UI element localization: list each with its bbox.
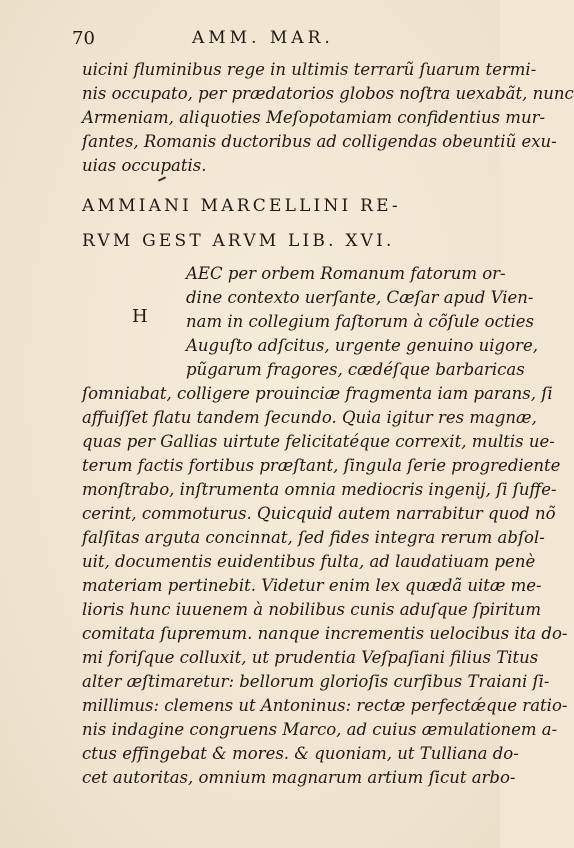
book-title-line-1: AMMIANI MARCELLINI RE- [82,196,401,216]
text-line: nam in collegium faſtorum à cõſule octies [186,312,534,331]
text-line: comitata ſupremum. nanque incrementis uelocibus ita do- [82,624,568,643]
text-line: mi foriſque colluxit, ut prudentia Veſpaſiani filius Titus [82,648,539,667]
page-header [72,28,460,52]
text-line: affuiſſet flatu tandem ſecundo. Quia igitur res magnæ, [82,408,537,427]
book-title-line-2: RVM GEST ARVM LIB. XVI. [82,231,395,251]
text-line: Armeniam, aliquoties Meſopotamiam confidentius mur- [82,108,546,127]
paragraph-2 [82,382,568,790]
text-line: ſomniabat, colligere prouinciæ fragmenta iam parans, ſi [82,384,553,403]
text-line: uias occupatis. [82,156,207,175]
text-line: cet autoritas, omnium magnarum artium ſicut arbo- [82,768,516,787]
text-line: dine contexto uerſante, Cæſar apud Vien- [186,288,534,307]
text-line: ctus effingebat & mores. & quoniam, ut Tulliana do- [82,744,519,763]
text-line: nis occupato, per prædatorios globos noſtra uexabãt, nunc [82,84,574,103]
text-line: AEC per orbem Romanum fatorum or- [186,264,506,283]
text-line: nis indagine congruens Marco, ad cuius æmulationem a- [82,720,558,739]
paragraph-2-indented [186,262,538,382]
drop-initial: H [132,306,148,327]
text-line: materiam pertinebit. Videtur enim lex quædã uitæ me- [82,576,542,595]
page-number: 70 [72,28,95,49]
text-line: uit, documentis euidentibus fulta, ad laudatiuam penè [82,552,536,571]
text-line: lioris hunc iuuenem à nobilibus cunis aduſque ſpiritum [82,600,542,619]
text-line: Auguſto adſcitus, urgente genuino uigore, [186,336,538,355]
text-line: falſitas arguta concinnat, ſed fides integra rerum abſol- [82,528,545,547]
text-line: quas per Gallias uirtute felicitatéque correxit, multis ue- [82,432,555,451]
text-line: alter æſtimaretur: bellorum glorioſis curſibus Traiani ſi- [82,672,550,691]
text-line: monſtrabo, inſtrumenta omnia mediocris ingenij, ſi ſuffe- [82,480,557,499]
text-line: pũgarum fragores, cædéſque barbaricas [186,360,525,379]
text-line: terum factis fortibus præſtant, ſingula ſerie progrediente [82,456,561,475]
text-line: cerint, commoturus. Quicquid autem narrabitur quod nõ [82,504,556,523]
text-line: uicini fluminibus rege in ultimis terrarũ ſuarum termi- [82,60,537,79]
text-line: millimus: clemens ut Antoninus: rectæ perfectǽque ratio- [82,696,568,715]
running-head: AMM. MAR. [192,28,334,48]
text-line: ſantes, Romanis ductoribus ad colligendas obeuntiũ exu- [82,132,557,151]
paragraph-1 [82,58,574,178]
